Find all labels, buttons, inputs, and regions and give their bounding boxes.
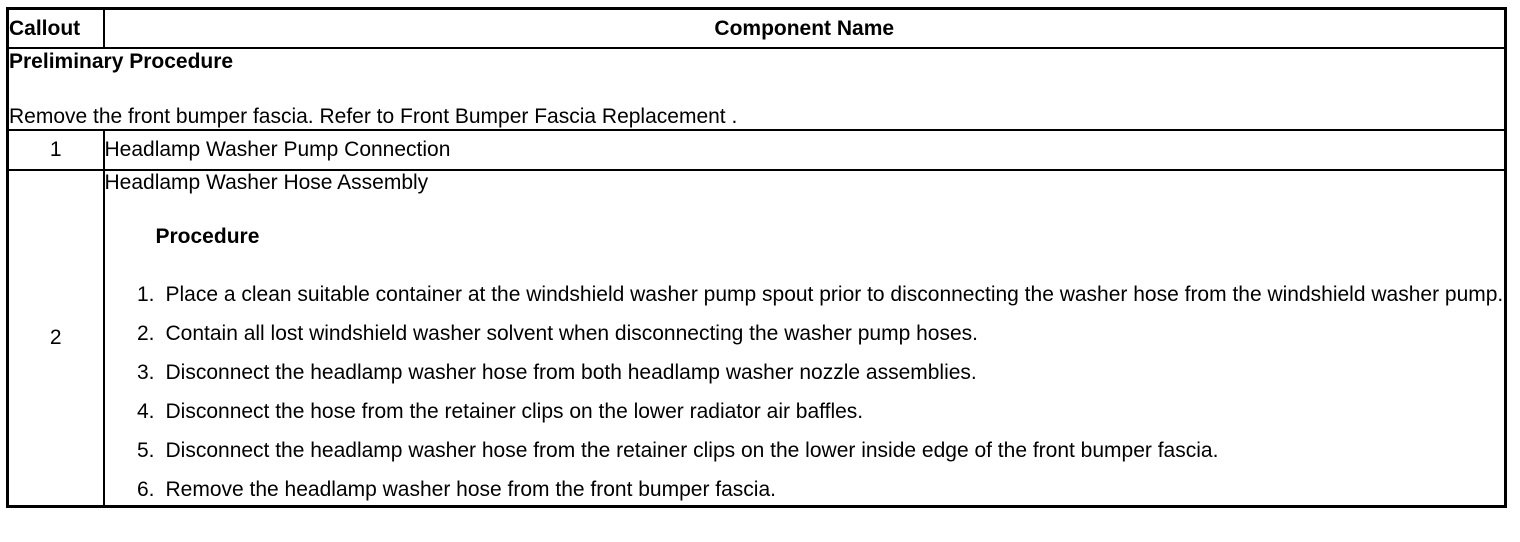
step-number: 6. xyxy=(136,478,155,501)
preliminary-title: Preliminary Procedure xyxy=(9,49,234,73)
component-table xyxy=(6,7,1507,508)
step-number: 5. xyxy=(136,439,155,462)
procedure-step xyxy=(105,396,1505,427)
procedure-steps xyxy=(105,279,1505,505)
procedure-step xyxy=(105,435,1505,466)
preliminary-text: Remove the front bumper fascia. Refer to Front Bumper Fascia Replacement . xyxy=(9,104,738,128)
step-number: 2. xyxy=(136,322,155,345)
preliminary-cell xyxy=(8,48,1506,130)
preliminary-row xyxy=(8,48,1506,130)
procedure-step xyxy=(105,318,1505,349)
step-text: Remove the headlamp washer hose from the front bumper fascia. xyxy=(165,478,776,501)
component-name: Headlamp Washer Hose Assembly xyxy=(104,171,429,194)
step-number: 4. xyxy=(136,400,155,423)
step-text: Place a clean suitable container at the windshield washer pump spout prior to disconnecting the washer hose from the windshield washer pump. xyxy=(165,283,1504,306)
component-detail-cell xyxy=(104,170,1506,507)
header-component-name: Component Name xyxy=(104,9,1506,49)
table-row xyxy=(8,170,1506,507)
step-number: 1. xyxy=(136,283,155,306)
step-number: 3. xyxy=(136,361,155,384)
step-text: Contain all lost windshield washer solvent when disconnecting the washer pump hoses. xyxy=(165,322,978,345)
procedure-step xyxy=(105,279,1505,310)
step-text: Disconnect the hose from the retainer clips on the lower radiator air baffles. xyxy=(165,400,864,423)
callout-number: 1 xyxy=(8,130,104,170)
header-row xyxy=(8,9,1506,49)
procedure-title: Procedure xyxy=(155,225,260,248)
header-callout: Callout xyxy=(8,9,104,49)
component-name: Headlamp Washer Pump Connection xyxy=(104,130,1506,170)
table-row xyxy=(8,130,1506,170)
step-text: Disconnect the headlamp washer hose from both headlamp washer nozzle assemblies. xyxy=(165,361,977,384)
callout-number: 2 xyxy=(8,170,104,507)
procedure-step xyxy=(105,474,1505,505)
procedure-step xyxy=(105,357,1505,388)
step-text: Disconnect the headlamp washer hose from the retainer clips on the lower inside edge of the front bumper fascia. xyxy=(165,439,1219,462)
